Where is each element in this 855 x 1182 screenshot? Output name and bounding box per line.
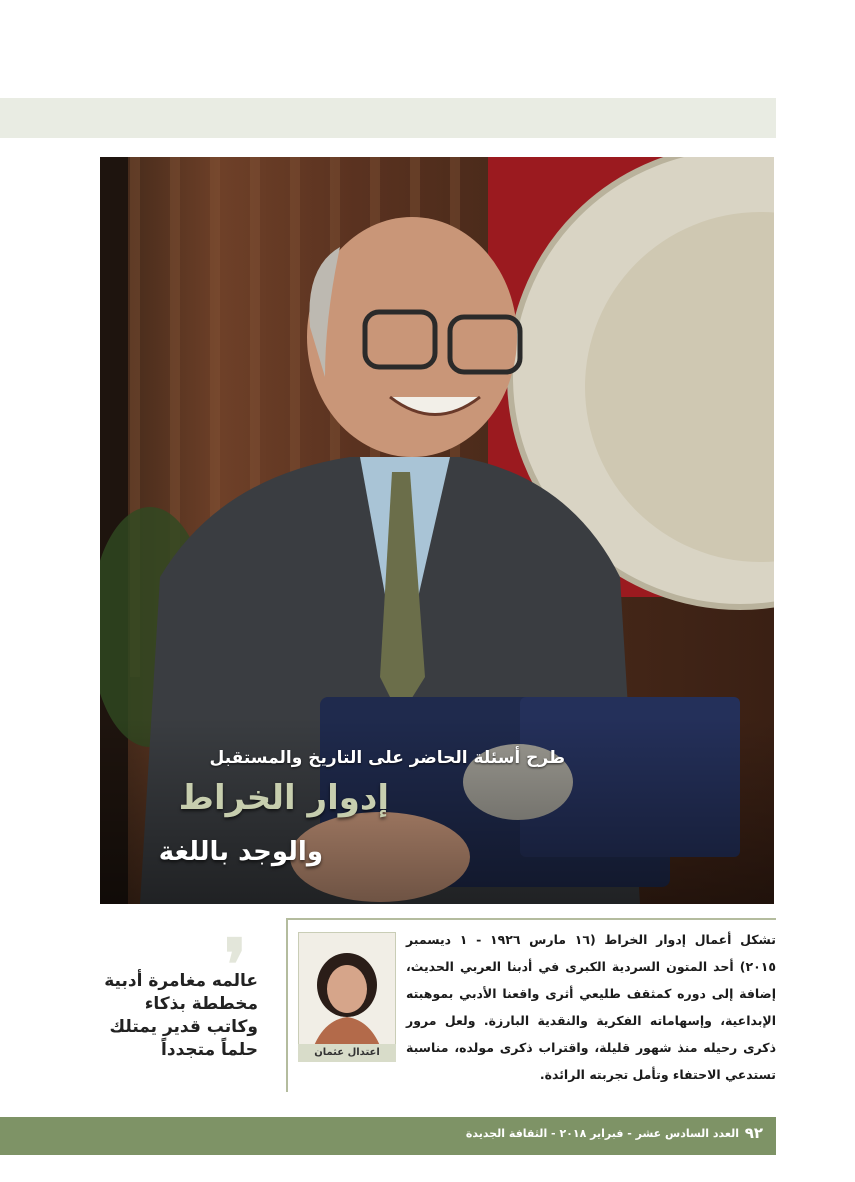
article-title: إدوار الخراط [178,778,389,818]
quote-mark-icon: ❜ [224,923,247,1006]
top-band [0,98,776,138]
author-name: اعتدال عثمان [298,1044,396,1062]
pull-quote: عالمه مغامرة أدبية مخططة بذكاء وكاتب قدير يمتلك حلماً متجدداً [104,971,258,1060]
article-subtitle: والوجد باللغة [158,837,323,867]
page-number: ٩٢ [744,1124,763,1142]
article-intro: تشكل أعمال إدوار الخراط (١٦ مارس ١٩٢٦ - ١ ديسمبر ٢٠١٥) أحد المتون السردية الكبرى في أدبنا العربي الحديث، إضافة إلى دوره كمثقف طليعي أثرى واقعنا الأدبي بموهبته الإبداعية، وإسهاماته الفكرية والنقدية البارزة. ولعل مرور ذكرى رحيله منذ شهور قليلة، واقتراب ذكرى مولده، مناسبة تستدعي الاحتفاء وتأمل تجربته الرائدة. [406,932,776,1082]
author-photo [298,932,396,1062]
issue-info: العدد السادس عشر - فبراير ٢٠١٨ - الثقافة الجديدة [465,1127,739,1140]
article-kicker: طرح أسئلة الحاضر على التاريخ والمستقبل [209,748,565,768]
